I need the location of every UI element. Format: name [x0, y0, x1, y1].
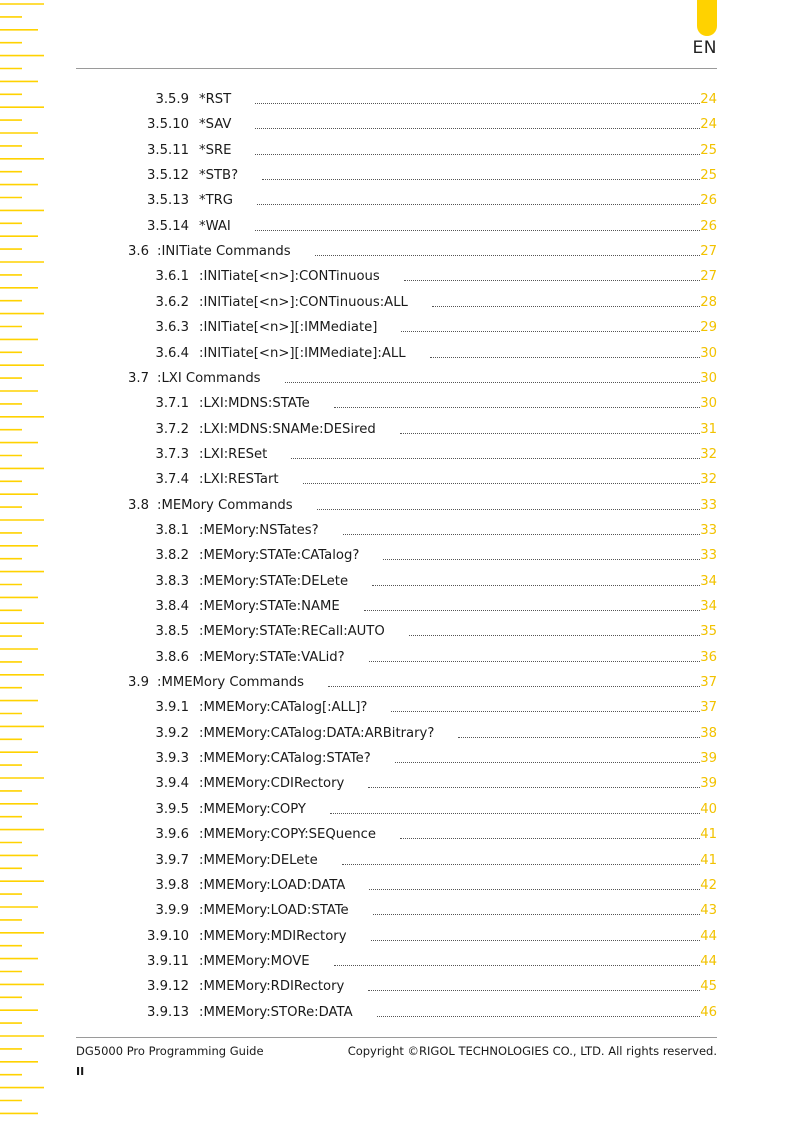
toc-entry-title: :MEMory:STATe:CATalog? — [199, 548, 360, 564]
toc-entry-title: :INITiate[<n>][:IMMediate]:ALL — [199, 345, 406, 361]
toc-page-number: 33 — [700, 548, 717, 564]
toc-entry-title: :MMEMory:RDIRectory — [199, 979, 345, 995]
toc-entry-title: :LXI:RESTart — [199, 472, 279, 488]
toc-subsection-entry[interactable] — [0, 876, 793, 896]
toc-page-number: 40 — [700, 801, 717, 817]
toc-page-number: 43 — [700, 903, 717, 919]
toc-subsection-entry[interactable] — [0, 191, 793, 211]
toc-page-number: 26 — [700, 218, 717, 234]
toc-page-number: 28 — [700, 294, 717, 310]
toc-entry-number: 3.8.1 — [155, 522, 189, 538]
toc-entry-title: :MEMory:STATe:NAME — [199, 599, 340, 614]
toc-entry-number: 3.9.4 — [155, 776, 189, 792]
toc-subsection-entry[interactable] — [0, 344, 793, 364]
toc-entry-title: *RST — [199, 92, 232, 107]
toc-dot-leader — [328, 686, 700, 687]
toc-subsection-entry[interactable] — [0, 977, 793, 997]
toc-entry-title: :MEMory:STATe:RECall:AUTO — [199, 624, 385, 640]
toc-entry-title: *SAV — [199, 117, 232, 133]
toc-dot-leader — [255, 154, 700, 155]
toc-entry-number: 3.5.14 — [147, 218, 189, 234]
toc-page-number: 44 — [700, 928, 717, 944]
toc-dot-leader — [369, 889, 700, 890]
toc-dot-leader — [368, 990, 700, 991]
toc-dot-leader — [368, 787, 700, 788]
toc-page-number: 27 — [700, 269, 717, 285]
toc-dot-leader — [395, 762, 700, 763]
toc-entry-title: :LXI:MDNS:SNAMe:DESired — [199, 421, 376, 437]
toc-dot-leader — [432, 306, 700, 307]
toc-dot-leader — [401, 331, 700, 332]
toc-subsection-entry[interactable] — [0, 774, 793, 794]
toc-entry-number: 3.9.6 — [155, 827, 189, 843]
toc-subsection-entry[interactable] — [0, 115, 793, 135]
toc-page-number: 30 — [700, 370, 717, 386]
toc-subsection-entry[interactable] — [0, 267, 793, 287]
toc-subsection-entry[interactable] — [0, 597, 793, 617]
toc-section-entry[interactable] — [0, 369, 793, 389]
toc-entry-title: :MMEMory:LOAD:STATe — [199, 903, 349, 919]
page-number: II — [76, 1065, 85, 1078]
toc-dot-leader — [330, 813, 700, 814]
toc-dot-leader — [409, 635, 700, 636]
toc-entry-title: :MMEMory:CATalog:DATA:ARBitrary? — [199, 725, 435, 741]
toc-page-number: 25 — [700, 168, 717, 184]
header-rule — [76, 68, 717, 69]
toc-subsection-entry[interactable] — [0, 546, 793, 566]
toc-section-entry[interactable] — [0, 496, 793, 516]
toc-page-number: 34 — [700, 573, 717, 589]
toc-entry-title: :MMEMory:LOAD:DATA — [199, 877, 346, 893]
toc-dot-leader — [391, 711, 700, 712]
toc-entry-number: 3.8.2 — [155, 548, 189, 564]
toc-subsection-entry[interactable] — [0, 572, 793, 592]
toc-dot-leader — [334, 407, 700, 408]
toc-dot-leader — [404, 280, 700, 281]
toc-dot-leader — [343, 534, 700, 535]
toc-entry-title: :INITiate[<n>]:CONTinuous — [199, 269, 380, 285]
toc-entry-title: :MMEMory Commands — [157, 675, 305, 691]
toc-entry-number: 3.8.6 — [155, 649, 189, 665]
toc-dot-leader — [373, 914, 700, 915]
toc-entry-title: :MMEMory:DELete — [199, 852, 318, 868]
toc-subsection-entry[interactable] — [0, 90, 793, 110]
toc-subsection-entry[interactable] — [0, 927, 793, 947]
toc-entry-number: 3.6.2 — [155, 294, 189, 310]
toc-dot-leader — [372, 585, 700, 586]
toc-entry-number: 3.9.8 — [155, 877, 189, 893]
toc-page-number: 45 — [700, 979, 717, 995]
toc-page-number: 32 — [700, 472, 717, 488]
toc-entry-number: 3.9.10 — [147, 928, 189, 944]
toc-dot-leader — [255, 128, 700, 129]
toc-entry-title: :MEMory:STATe:VALid? — [199, 649, 345, 665]
toc-entry-title: :LXI:RESet — [199, 446, 268, 462]
toc-dot-leader — [285, 382, 700, 383]
toc-dot-leader — [334, 965, 700, 966]
toc-page-number: 41 — [700, 852, 717, 868]
toc-entry-title: :MEMory:NSTates? — [199, 522, 319, 538]
toc-page-number: 38 — [700, 725, 717, 741]
toc-entry-number: 3.9.2 — [155, 725, 189, 741]
toc-entry-number: 3.9.7 — [155, 852, 189, 868]
toc-subsection-entry[interactable] — [0, 420, 793, 440]
toc-page-number: 26 — [700, 193, 717, 209]
toc-entry-number: 3.9.3 — [155, 751, 189, 767]
toc-subsection-entry[interactable] — [0, 800, 793, 820]
toc-entry-title: *STB? — [199, 168, 239, 184]
toc-dot-leader — [430, 357, 700, 358]
toc-entry-title: :MEMory Commands — [157, 497, 293, 513]
toc-entry-number: 3.5.10 — [147, 117, 189, 133]
toc-section-entry[interactable] — [0, 673, 793, 693]
toc-entry-title: :MMEMory:CDIRectory — [199, 776, 345, 792]
toc-dot-leader — [315, 255, 700, 256]
toc-entry-number: 3.6.1 — [155, 269, 189, 285]
toc-subsection-entry[interactable] — [0, 952, 793, 972]
toc-entry-number: 3.7.3 — [155, 446, 189, 462]
toc-page-number: 42 — [700, 877, 717, 893]
toc-subsection-entry[interactable] — [0, 1003, 793, 1023]
toc-dot-leader — [371, 940, 700, 941]
toc-entry-title: :MMEMory:COPY:SEQuence — [199, 827, 376, 843]
toc-dot-leader — [400, 838, 700, 839]
toc-page-number: 32 — [700, 446, 717, 462]
toc-subsection-entry[interactable] — [0, 141, 793, 161]
toc-entry-number: 3.9.12 — [147, 979, 189, 995]
toc-entry-number: 3.9 — [128, 675, 149, 691]
toc-page-number: 44 — [700, 953, 717, 969]
toc-entry-number: 3.5.13 — [147, 193, 189, 209]
toc-dot-leader — [400, 433, 700, 434]
toc-subsection-entry[interactable] — [0, 445, 793, 465]
toc-page-number: 36 — [700, 649, 717, 665]
language-label: EN — [692, 38, 717, 58]
toc-entry-title: :MMEMory:MOVE — [199, 953, 310, 969]
toc-dot-leader — [383, 559, 700, 560]
toc-entry-title: :MMEMory:CATalog[:ALL]? — [199, 700, 368, 716]
toc-entry-number: 3.5.12 — [147, 168, 189, 184]
toc-page-number: 30 — [700, 396, 717, 412]
toc-entry-title: :LXI Commands — [157, 370, 261, 386]
toc-entry-number: 3.9.13 — [147, 1004, 189, 1020]
toc-page-number: 39 — [700, 751, 717, 767]
toc-entry-number: 3.9.5 — [155, 801, 189, 817]
toc-subsection-entry[interactable] — [0, 749, 793, 769]
toc-dot-leader — [255, 103, 700, 104]
toc-page-number: 31 — [700, 421, 717, 437]
toc-entry-number: 3.9.9 — [155, 903, 189, 919]
toc-entry-number: 3.7.1 — [155, 396, 189, 412]
toc-entry-title: :INITiate[<n>]:CONTinuous:ALL — [199, 294, 408, 310]
toc-entry-title: :MMEMory:COPY — [199, 801, 306, 817]
toc-entry-title: *SRE — [199, 142, 232, 158]
toc-page-number: 25 — [700, 142, 717, 158]
language-tab — [697, 0, 717, 36]
toc-dot-leader — [257, 204, 700, 205]
toc-subsection-entry[interactable] — [0, 825, 793, 845]
toc-dot-leader — [364, 610, 700, 611]
toc-page-number: 39 — [700, 776, 717, 792]
toc-page-number: 34 — [700, 599, 717, 614]
toc-dot-leader — [342, 864, 700, 865]
toc-page-number: 27 — [700, 244, 717, 260]
toc-dot-leader — [369, 661, 700, 662]
toc-dot-leader — [317, 509, 700, 510]
toc-subsection-entry[interactable] — [0, 901, 793, 921]
toc-entry-title: *TRG — [199, 193, 234, 209]
toc-dot-leader — [255, 230, 700, 231]
toc-entry-number: 3.9.1 — [155, 700, 189, 716]
toc-entry-number: 3.8.3 — [155, 573, 189, 589]
toc-subsection-entry[interactable] — [0, 521, 793, 541]
toc-entry-number: 3.6 — [128, 244, 149, 260]
toc-subsection-entry[interactable] — [0, 394, 793, 414]
toc-entry-number: 3.7 — [128, 370, 149, 386]
footer-copyright: Copyright ©RIGOL TECHNOLOGIES CO., LTD. All rights reserved. — [347, 1044, 717, 1058]
toc-dot-leader — [291, 458, 700, 459]
toc-entry-title: :INITiate[<n>][:IMMediate] — [199, 320, 378, 336]
toc-entry-number: 3.8 — [128, 497, 149, 513]
toc-entry-number: 3.7.2 — [155, 421, 189, 437]
toc-subsection-entry[interactable] — [0, 724, 793, 744]
toc-entry-number: 3.8.5 — [155, 624, 189, 640]
toc-entry-number: 3.7.4 — [155, 472, 189, 488]
toc-subsection-entry[interactable] — [0, 470, 793, 490]
toc-page-number: 37 — [700, 700, 717, 716]
toc-page-number: 30 — [700, 345, 717, 361]
toc-page-number: 33 — [700, 497, 717, 513]
toc-dot-leader — [377, 1016, 700, 1017]
toc-entry-title: *WAI — [199, 218, 231, 234]
toc-page-number: 33 — [700, 522, 717, 538]
toc-entry-number: 3.9.11 — [147, 953, 189, 969]
toc-subsection-entry[interactable] — [0, 851, 793, 871]
toc-subsection-entry[interactable] — [0, 217, 793, 237]
toc-section-entry[interactable] — [0, 242, 793, 262]
toc-subsection-entry[interactable] — [0, 698, 793, 718]
toc-entry-title: :MMEMory:STORe:DATA — [199, 1004, 353, 1020]
toc-subsection-entry[interactable] — [0, 166, 793, 186]
toc-entry-title: :MMEMory:MDIRectory — [199, 928, 347, 944]
toc-entry-number: 3.6.4 — [155, 345, 189, 361]
toc-dot-leader — [262, 179, 700, 180]
toc-entry-title: :INITiate Commands — [157, 244, 291, 260]
toc-entry-title: :LXI:MDNS:STATe — [199, 396, 310, 412]
toc-dot-leader — [458, 737, 700, 738]
toc-entry-number: 3.8.4 — [155, 599, 189, 614]
toc-entry-number: 3.5.11 — [147, 142, 189, 158]
footer-rule — [76, 1037, 717, 1038]
toc-subsection-entry[interactable] — [0, 293, 793, 313]
toc-page-number: 29 — [700, 320, 717, 336]
toc-entry-number: 3.6.3 — [155, 320, 189, 336]
footer-doc-title: DG5000 Pro Programming Guide — [76, 1044, 264, 1058]
toc-entry-number: 3.5.9 — [155, 92, 189, 107]
toc-entry-title: :MEMory:STATe:DELete — [199, 573, 349, 589]
toc-subsection-entry[interactable] — [0, 318, 793, 338]
toc-page-number: 24 — [700, 92, 717, 107]
toc-subsection-entry[interactable] — [0, 622, 793, 642]
toc-subsection-entry[interactable] — [0, 648, 793, 668]
toc-dot-leader — [303, 483, 700, 484]
toc-page-number: 24 — [700, 117, 717, 133]
toc-entry-title: :MMEMory:CATalog:STATe? — [199, 751, 371, 767]
toc-page-number: 35 — [700, 624, 717, 640]
toc-page-number: 41 — [700, 827, 717, 843]
toc-page-number: 46 — [700, 1004, 717, 1020]
toc-page-number: 37 — [700, 675, 717, 691]
